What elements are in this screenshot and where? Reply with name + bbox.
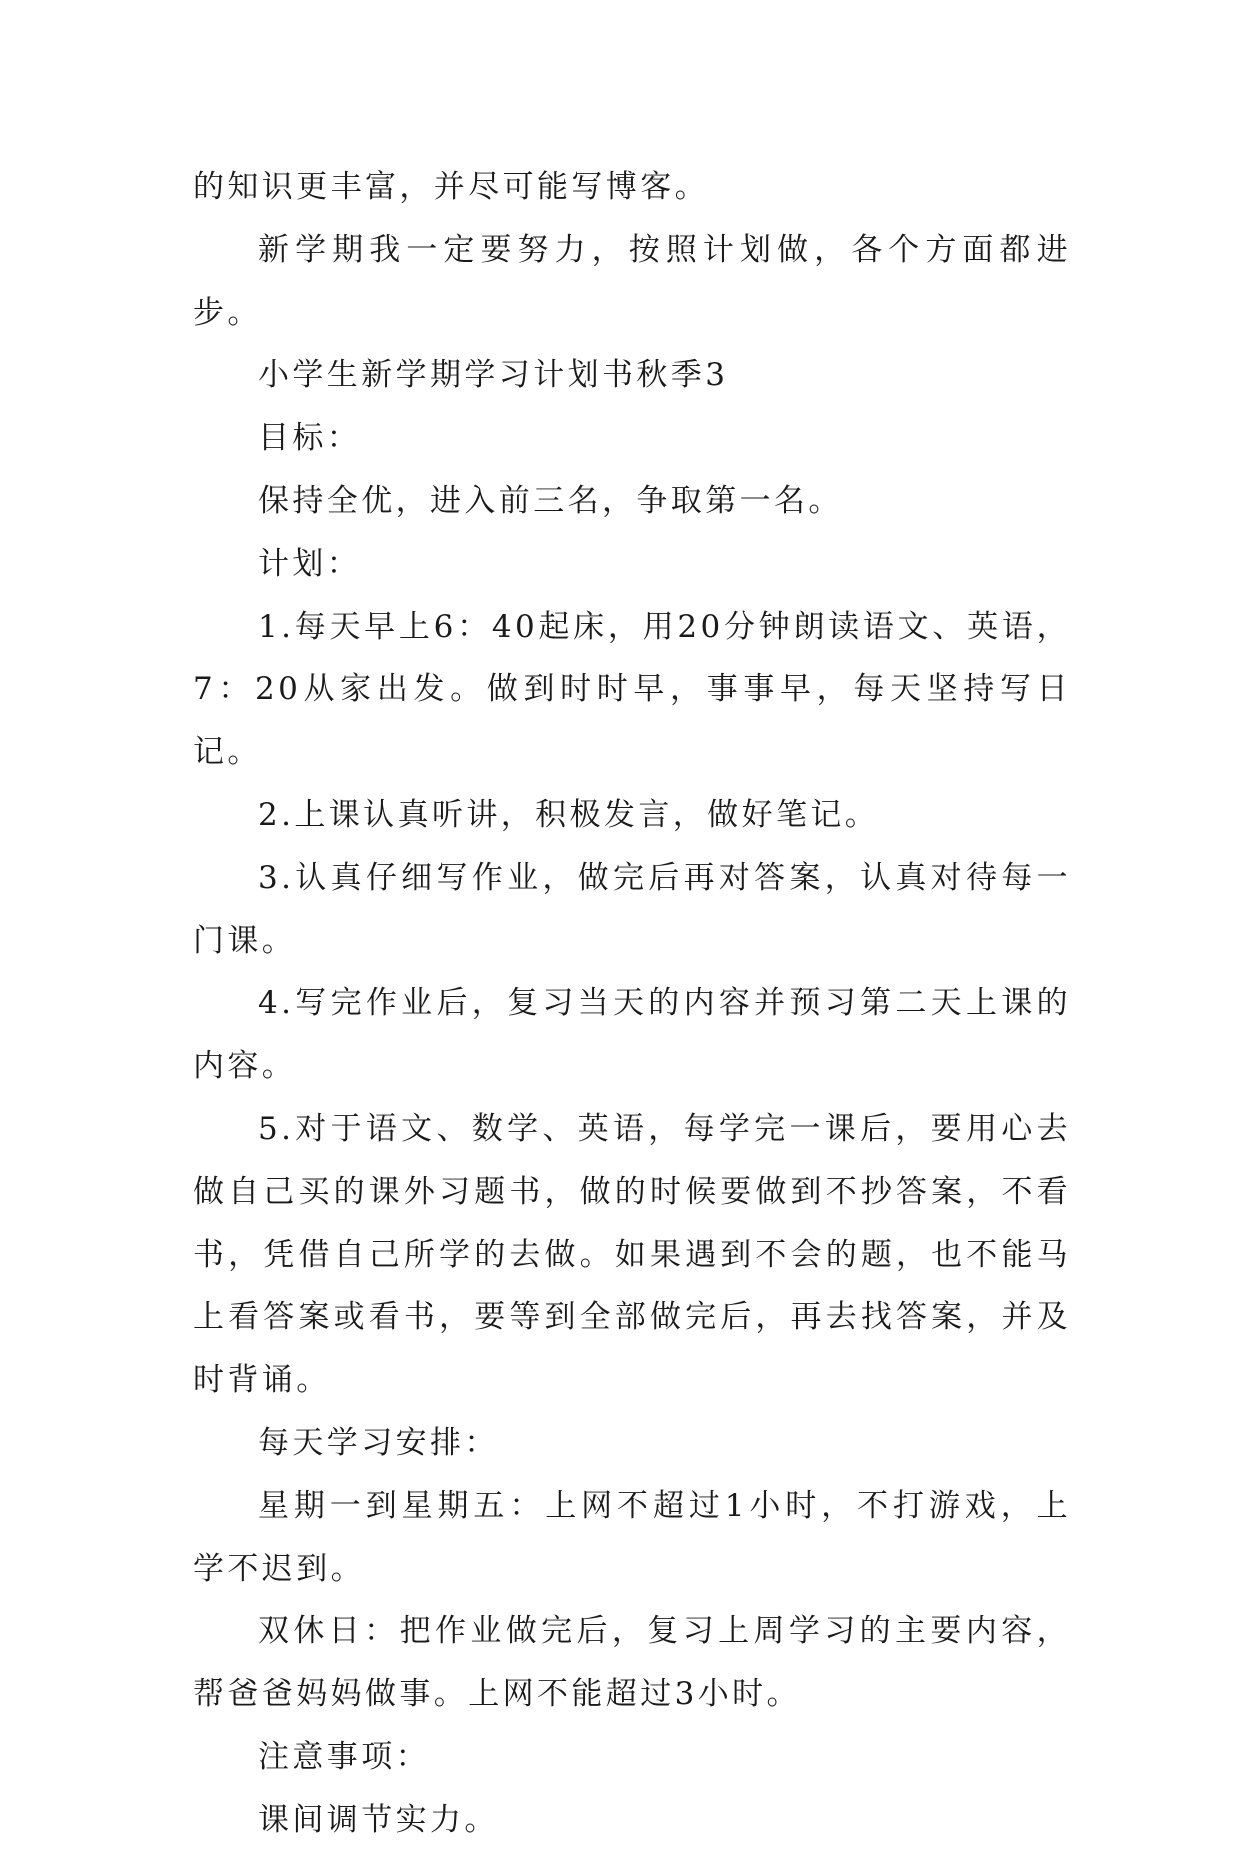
goal-heading: 目标： [258, 420, 362, 457]
schedule-heading: 每天学习安排： [258, 1424, 499, 1461]
paragraph: 的知识更丰富，并尽可能写博客。 [193, 169, 709, 205]
paragraph: 双休日：把作业做完后，复习上周学习的主要内容，帮爸爸妈妈做事。上网不能超过3小时。 [193, 1613, 1071, 1713]
plan-item: 4.写完作业后，复习当天的内容并预习第二天上课的内容。 [193, 985, 1071, 1085]
plan-item: 1.每天早上6：40起床，用20分钟朗读语文、英语，7：20从家出发。做到时时早，事事早，每天坚持写日记。 [193, 608, 1071, 771]
document-body [193, 156, 1071, 1852]
paragraph: 保持全优，进入前三名，争取第一名。 [258, 482, 843, 519]
plan-item: 3.认真仔细写作业，做完后再对答案，认真对待每一门课。 [193, 859, 1071, 959]
plan-item: 2.上课认真听讲，积极发言，做好笔记。 [258, 796, 880, 833]
paragraph: 新学期我一定要努力，按照计划做，各个方面都进步。 [193, 231, 1071, 331]
plan-item: 5.对于语文、数学、英语，每学完一课后，要用心去做自己买的课外习题书，做的时候要做到不抄答案，不看书，凭借自己所学的去做。如果遇到不会的题，也不能马上看答案或看书，要等到全部做完后，再去找答案，并及时背诵。 [193, 1110, 1071, 1399]
plan-heading: 计划： [258, 545, 362, 582]
section-title: 小学生新学期学习计划书秋季3 [258, 357, 729, 394]
paragraph: 星期一到星期五：上网不超过1小时，不打游戏，上学不迟到。 [193, 1487, 1071, 1587]
paragraph: 课间调节实力。 [258, 1801, 499, 1838]
notes-heading: 注意事项： [258, 1738, 430, 1775]
